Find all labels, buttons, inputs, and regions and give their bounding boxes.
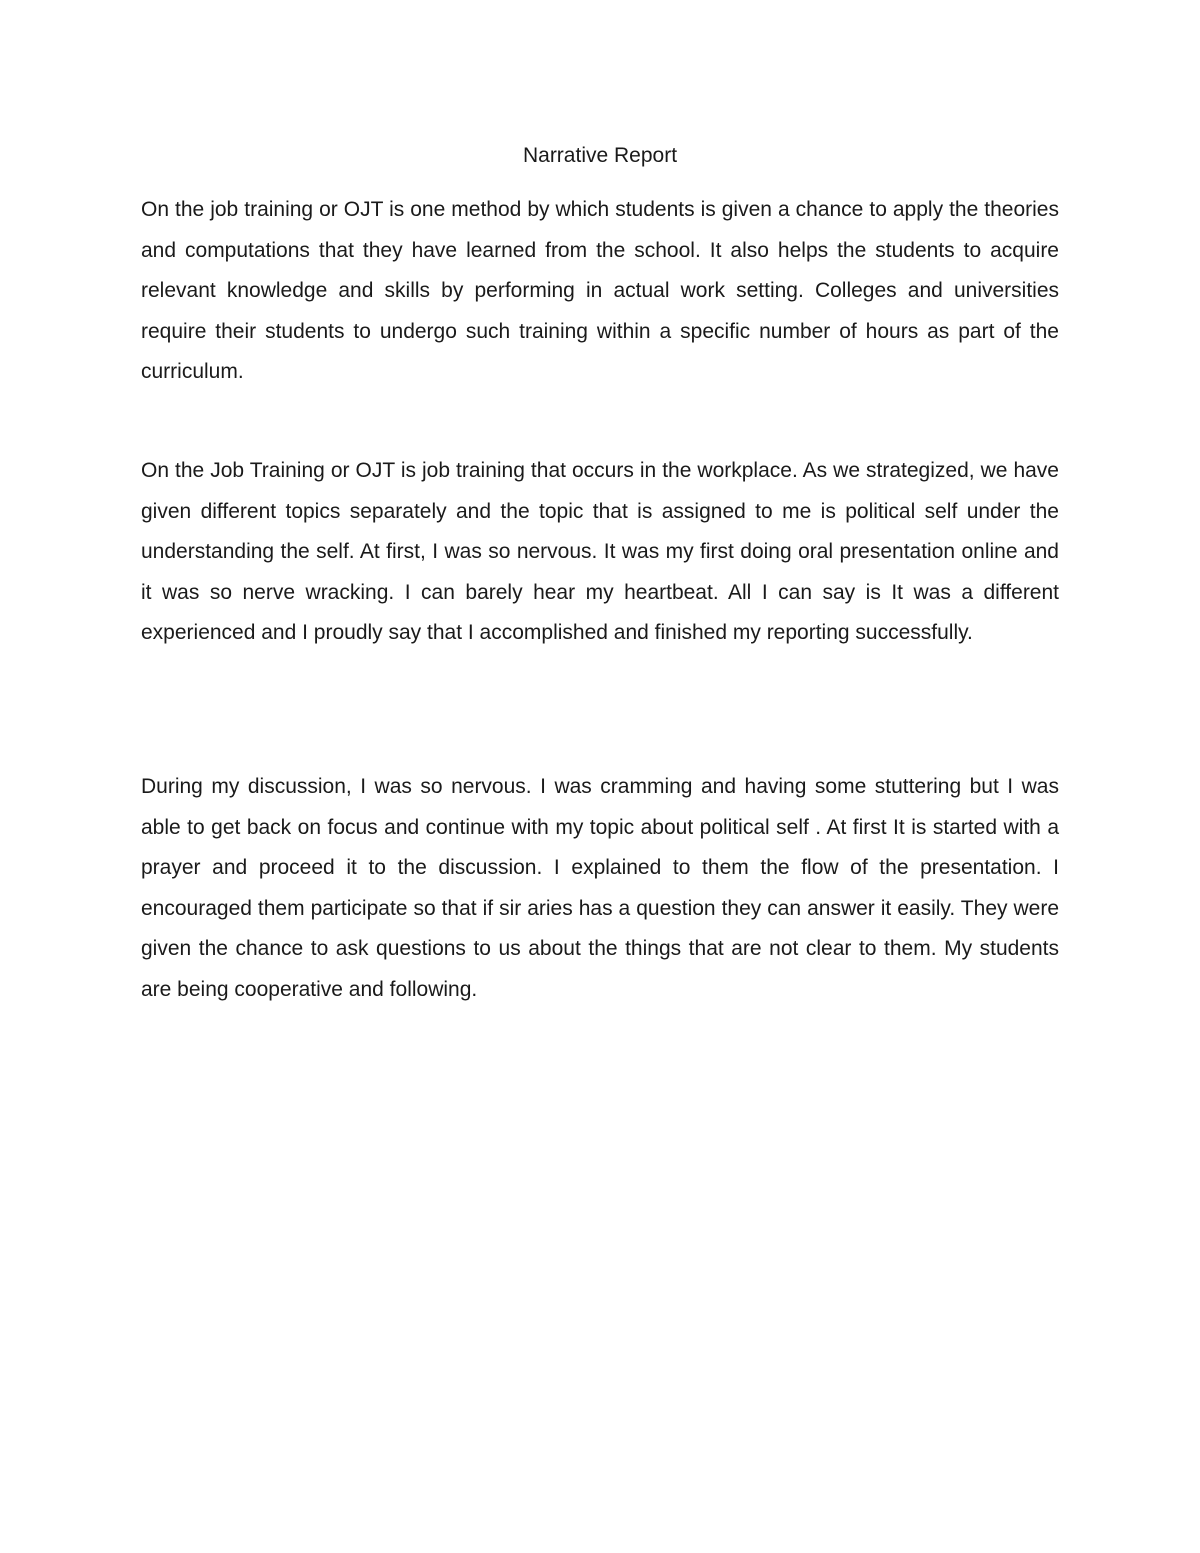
- paragraph-reporting-experience: On the Job Training or OJT is job training that occurs in the workplace. As we strategized, we have given different topics separately and the topic that is assigned to me is political self under the understanding the self. At first, I was so nervous. It was my first doing oral presentation online and it was so nerve wracking. I can barely hear my heartbeat. All I can say is It was a different experienced and I proudly say that I accomplished and finished my reporting successfully.: [141, 459, 1059, 645]
- document-title: Narrative Report: [522, 144, 678, 167]
- paragraph-discussion: During my discussion, I was so nervous. I was cramming and having some stuttering but I was able to get back on focus and continue with my topic about political self . At first It is started with a prayer and proceed it to the discussion. I explained to them the flow of the presentation. I encouraged them participate so that if sir aries has a question they can answer it easily. They were given the chance to ask questions to us about the things that are not clear to them. My students are being cooperative and following.: [141, 775, 1059, 1001]
- paragraph-ojt-definition: On the job training or OJT is one method by which students is given a chance to apply the theories and computations that they have learned from the school. It also helps the students to acquire relevant knowledge and skills by performing in actual work setting. Colleges and universities require their students to undergo such training within a specific number of hours as part of the curriculum.: [141, 198, 1059, 384]
